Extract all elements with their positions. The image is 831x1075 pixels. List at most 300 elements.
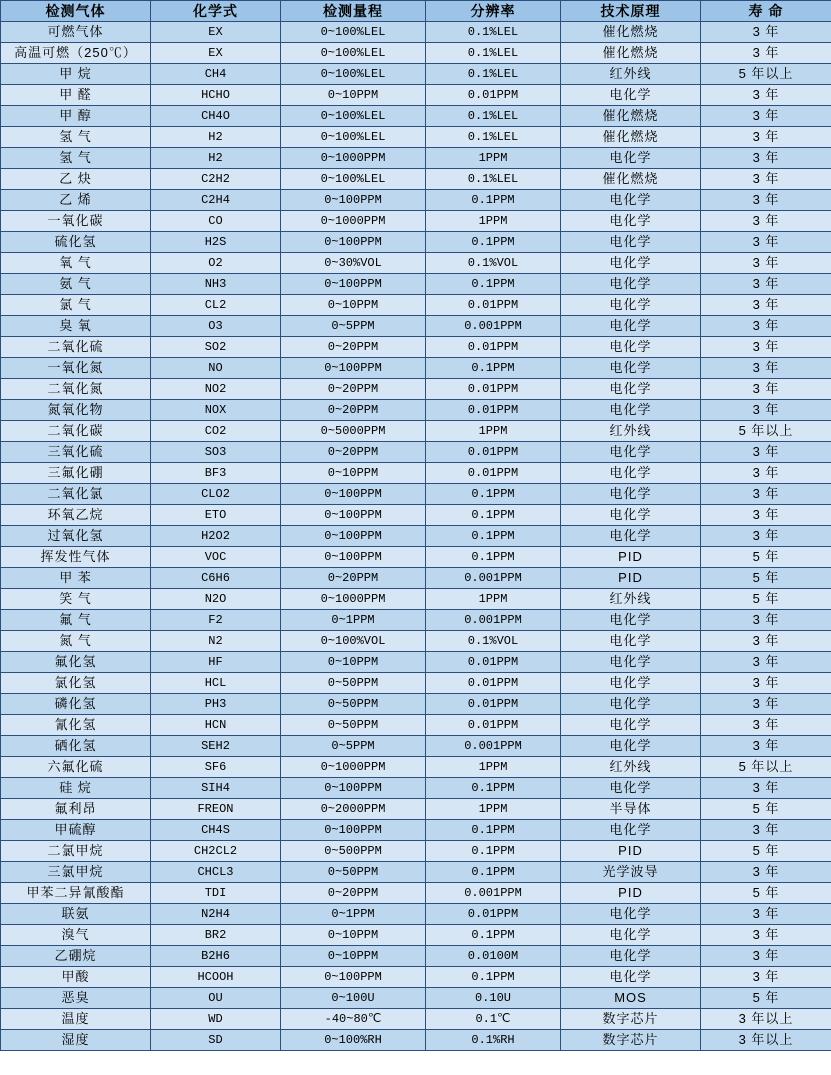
cell-range: 0~50PPM <box>281 673 426 694</box>
cell-lifetime: 3 年 <box>701 526 831 547</box>
table-row <box>1 715 831 736</box>
column-header-resolution: 分辨率 <box>426 1 561 22</box>
cell-gas-name: 二氧化氮 <box>1 379 151 400</box>
cell-resolution: 0.001PPM <box>426 568 561 589</box>
cell-principle: PID <box>561 568 701 589</box>
cell-principle: 电化学 <box>561 85 701 106</box>
cell-formula: CO <box>151 211 281 232</box>
cell-formula: H2S <box>151 232 281 253</box>
cell-gas-name: 六氟化硫 <box>1 757 151 778</box>
cell-principle: 电化学 <box>561 715 701 736</box>
table-row <box>1 610 831 631</box>
cell-formula: EX <box>151 43 281 64</box>
cell-resolution: 0.01PPM <box>426 715 561 736</box>
cell-range: -40~80℃ <box>281 1009 426 1030</box>
cell-gas-name: 氰化氢 <box>1 715 151 736</box>
cell-range: 0~20PPM <box>281 337 426 358</box>
cell-formula: B2H6 <box>151 946 281 967</box>
cell-resolution: 0.1%LEL <box>426 106 561 127</box>
cell-lifetime: 3 年 <box>701 337 831 358</box>
cell-formula: SO2 <box>151 337 281 358</box>
table-row <box>1 64 831 85</box>
cell-range: 0~20PPM <box>281 568 426 589</box>
cell-gas-name: 乙 炔 <box>1 169 151 190</box>
cell-lifetime: 3 年 <box>701 904 831 925</box>
cell-resolution: 1PPM <box>426 148 561 169</box>
cell-resolution: 0.1%LEL <box>426 64 561 85</box>
cell-gas-name: 甲 烷 <box>1 64 151 85</box>
table-row <box>1 547 831 568</box>
column-header-formula: 化学式 <box>151 1 281 22</box>
cell-formula: CH4 <box>151 64 281 85</box>
table-row <box>1 274 831 295</box>
cell-principle: 电化学 <box>561 946 701 967</box>
cell-range: 0~20PPM <box>281 883 426 904</box>
cell-range: 0~100PPM <box>281 547 426 568</box>
cell-range: 0~100PPM <box>281 778 426 799</box>
cell-formula: CHCL3 <box>151 862 281 883</box>
cell-principle: 电化学 <box>561 820 701 841</box>
cell-range: 0~100PPM <box>281 820 426 841</box>
cell-formula: CH4S <box>151 820 281 841</box>
cell-lifetime: 3 年 <box>701 106 831 127</box>
cell-range: 0~10PPM <box>281 295 426 316</box>
table-row <box>1 169 831 190</box>
cell-principle: 电化学 <box>561 211 701 232</box>
cell-formula: HCN <box>151 715 281 736</box>
cell-gas-name: 氯 气 <box>1 295 151 316</box>
cell-resolution: 0.1%LEL <box>426 43 561 64</box>
cell-resolution: 1PPM <box>426 757 561 778</box>
cell-resolution: 0.1%RH <box>426 1030 561 1051</box>
cell-lifetime: 3 年 <box>701 652 831 673</box>
cell-principle: 电化学 <box>561 190 701 211</box>
cell-lifetime: 3 年 <box>701 190 831 211</box>
table-row <box>1 904 831 925</box>
cell-formula: SF6 <box>151 757 281 778</box>
cell-formula: ETO <box>151 505 281 526</box>
cell-range: 0~50PPM <box>281 715 426 736</box>
cell-principle: 电化学 <box>561 778 701 799</box>
cell-resolution: 0.1PPM <box>426 484 561 505</box>
cell-principle: 电化学 <box>561 232 701 253</box>
cell-formula: C2H4 <box>151 190 281 211</box>
cell-range: 0~10PPM <box>281 946 426 967</box>
cell-gas-name: 环氧乙烷 <box>1 505 151 526</box>
cell-gas-name: 氢 气 <box>1 148 151 169</box>
cell-gas-name: 乙硼烷 <box>1 946 151 967</box>
table-row <box>1 1009 831 1030</box>
table-row <box>1 400 831 421</box>
cell-gas-name: 二氧化碳 <box>1 421 151 442</box>
cell-gas-name: 二氧化氯 <box>1 484 151 505</box>
cell-range: 0~1000PPM <box>281 211 426 232</box>
cell-principle: 数字芯片 <box>561 1009 701 1030</box>
cell-lifetime: 5 年以上 <box>701 757 831 778</box>
cell-principle: 电化学 <box>561 736 701 757</box>
table-row <box>1 757 831 778</box>
cell-principle: 电化学 <box>561 463 701 484</box>
table-row <box>1 925 831 946</box>
cell-range: 0~100PPM <box>281 190 426 211</box>
table-row <box>1 883 831 904</box>
cell-lifetime: 3 年 <box>701 925 831 946</box>
cell-gas-name: 硫化氢 <box>1 232 151 253</box>
cell-gas-name: 一氧化氮 <box>1 358 151 379</box>
cell-resolution: 0.1PPM <box>426 358 561 379</box>
table-row <box>1 673 831 694</box>
cell-principle: PID <box>561 883 701 904</box>
cell-gas-name: 高温可燃（250℃） <box>1 43 151 64</box>
cell-principle: 电化学 <box>561 967 701 988</box>
table-row <box>1 568 831 589</box>
cell-formula: SIH4 <box>151 778 281 799</box>
table-row <box>1 841 831 862</box>
cell-range: 0~10PPM <box>281 652 426 673</box>
cell-formula: C2H2 <box>151 169 281 190</box>
cell-lifetime: 3 年 <box>701 22 831 43</box>
cell-lifetime: 3 年 <box>701 946 831 967</box>
cell-lifetime: 5 年 <box>701 883 831 904</box>
cell-lifetime: 5 年以上 <box>701 421 831 442</box>
cell-range: 0~100%LEL <box>281 106 426 127</box>
cell-principle: 光学波导 <box>561 862 701 883</box>
cell-formula: WD <box>151 1009 281 1030</box>
cell-lifetime: 3 年 <box>701 148 831 169</box>
cell-resolution: 0.01PPM <box>426 379 561 400</box>
cell-formula: BF3 <box>151 463 281 484</box>
cell-gas-name: 氨 气 <box>1 274 151 295</box>
table-row <box>1 631 831 652</box>
cell-formula: HCL <box>151 673 281 694</box>
cell-principle: 催化燃烧 <box>561 127 701 148</box>
cell-resolution: 1PPM <box>426 421 561 442</box>
cell-formula: H2 <box>151 127 281 148</box>
cell-formula: NOX <box>151 400 281 421</box>
cell-gas-name: 挥发性气体 <box>1 547 151 568</box>
cell-gas-name: 甲 苯 <box>1 568 151 589</box>
cell-range: 0~100U <box>281 988 426 1009</box>
table-row <box>1 589 831 610</box>
table-row <box>1 862 831 883</box>
cell-lifetime: 3 年 <box>701 778 831 799</box>
cell-formula: HCHO <box>151 85 281 106</box>
table-row <box>1 316 831 337</box>
table-row <box>1 379 831 400</box>
cell-gas-name: 氢 气 <box>1 127 151 148</box>
table-row <box>1 694 831 715</box>
cell-formula: PH3 <box>151 694 281 715</box>
cell-formula: F2 <box>151 610 281 631</box>
cell-principle: 催化燃烧 <box>561 43 701 64</box>
cell-resolution: 1PPM <box>426 799 561 820</box>
cell-range: 0~2000PPM <box>281 799 426 820</box>
cell-range: 0~100%LEL <box>281 169 426 190</box>
cell-formula: CL2 <box>151 295 281 316</box>
cell-formula: HCOOH <box>151 967 281 988</box>
cell-lifetime: 3 年 <box>701 274 831 295</box>
cell-resolution: 0.1PPM <box>426 820 561 841</box>
cell-resolution: 0.01PPM <box>426 652 561 673</box>
cell-lifetime: 3 年 <box>701 484 831 505</box>
cell-lifetime: 3 年 <box>701 715 831 736</box>
cell-principle: 电化学 <box>561 358 701 379</box>
cell-resolution: 0.1PPM <box>426 841 561 862</box>
table-body <box>1 22 831 1051</box>
cell-range: 0~100%LEL <box>281 43 426 64</box>
cell-resolution: 0.1℃ <box>426 1009 561 1030</box>
cell-principle: 电化学 <box>561 442 701 463</box>
cell-gas-name: 氧 气 <box>1 253 151 274</box>
cell-principle: 红外线 <box>561 589 701 610</box>
cell-formula: C6H6 <box>151 568 281 589</box>
cell-lifetime: 3 年 <box>701 736 831 757</box>
table-header <box>1 1 831 22</box>
cell-principle: 电化学 <box>561 316 701 337</box>
cell-gas-name: 硅 烷 <box>1 778 151 799</box>
cell-formula: TDI <box>151 883 281 904</box>
cell-range: 0~50PPM <box>281 694 426 715</box>
table-row <box>1 22 831 43</box>
cell-lifetime: 3 年 <box>701 253 831 274</box>
cell-resolution: 0.1PPM <box>426 547 561 568</box>
cell-range: 0~5000PPM <box>281 421 426 442</box>
cell-range: 0~20PPM <box>281 379 426 400</box>
cell-formula: VOC <box>151 547 281 568</box>
cell-lifetime: 3 年 <box>701 379 831 400</box>
cell-range: 0~10PPM <box>281 463 426 484</box>
cell-resolution: 0.1PPM <box>426 190 561 211</box>
cell-resolution: 0.1%VOL <box>426 631 561 652</box>
cell-principle: 电化学 <box>561 274 701 295</box>
cell-gas-name: 笑 气 <box>1 589 151 610</box>
cell-formula: HF <box>151 652 281 673</box>
table-row <box>1 127 831 148</box>
cell-resolution: 0.1%LEL <box>426 22 561 43</box>
cell-principle: 催化燃烧 <box>561 106 701 127</box>
cell-principle: 红外线 <box>561 757 701 778</box>
cell-resolution: 0.0100M <box>426 946 561 967</box>
cell-lifetime: 3 年 <box>701 673 831 694</box>
cell-lifetime: 3 年 <box>701 967 831 988</box>
cell-principle: 电化学 <box>561 694 701 715</box>
cell-formula: N2 <box>151 631 281 652</box>
cell-range: 0~10PPM <box>281 85 426 106</box>
cell-lifetime: 3 年 <box>701 631 831 652</box>
cell-principle: 催化燃烧 <box>561 22 701 43</box>
cell-range: 0~20PPM <box>281 400 426 421</box>
table-row <box>1 652 831 673</box>
cell-formula: N2H4 <box>151 904 281 925</box>
cell-formula: NH3 <box>151 274 281 295</box>
cell-gas-name: 可燃气体 <box>1 22 151 43</box>
table-row <box>1 337 831 358</box>
cell-resolution: 1PPM <box>426 211 561 232</box>
cell-principle: PID <box>561 547 701 568</box>
cell-resolution: 0.01PPM <box>426 337 561 358</box>
cell-principle: 红外线 <box>561 64 701 85</box>
cell-principle: 电化学 <box>561 526 701 547</box>
cell-lifetime: 3 年 <box>701 127 831 148</box>
cell-lifetime: 3 年 <box>701 316 831 337</box>
cell-formula: SD <box>151 1030 281 1051</box>
cell-gas-name: 甲 醇 <box>1 106 151 127</box>
cell-range: 0~100PPM <box>281 484 426 505</box>
cell-gas-name: 氟 气 <box>1 610 151 631</box>
table-row <box>1 211 831 232</box>
cell-formula: H2O2 <box>151 526 281 547</box>
table-row <box>1 253 831 274</box>
cell-gas-name: 氯化氢 <box>1 673 151 694</box>
cell-formula: O3 <box>151 316 281 337</box>
cell-lifetime: 3 年 <box>701 442 831 463</box>
cell-gas-name: 三氯甲烷 <box>1 862 151 883</box>
table-row <box>1 736 831 757</box>
cell-range: 0~10PPM <box>281 925 426 946</box>
table-row <box>1 421 831 442</box>
cell-resolution: 0.001PPM <box>426 316 561 337</box>
cell-range: 0~100PPM <box>281 274 426 295</box>
cell-lifetime: 3 年 <box>701 400 831 421</box>
cell-range: 0~1000PPM <box>281 757 426 778</box>
cell-lifetime: 3 年 <box>701 85 831 106</box>
header-row <box>1 1 831 22</box>
cell-gas-name: 磷化氢 <box>1 694 151 715</box>
cell-gas-name: 甲 醛 <box>1 85 151 106</box>
cell-principle: 电化学 <box>561 484 701 505</box>
table-row <box>1 148 831 169</box>
cell-range: 0~5PPM <box>281 316 426 337</box>
cell-gas-name: 一氧化碳 <box>1 211 151 232</box>
cell-formula: CO2 <box>151 421 281 442</box>
cell-lifetime: 3 年 <box>701 463 831 484</box>
cell-resolution: 0.1PPM <box>426 232 561 253</box>
cell-formula: CH2CL2 <box>151 841 281 862</box>
table-row <box>1 820 831 841</box>
cell-lifetime: 3 年 <box>701 862 831 883</box>
cell-formula: NO <box>151 358 281 379</box>
cell-range: 0~30%VOL <box>281 253 426 274</box>
cell-lifetime: 3 年 <box>701 694 831 715</box>
cell-gas-name: 氟利昂 <box>1 799 151 820</box>
cell-gas-name: 湿度 <box>1 1030 151 1051</box>
column-header-lifetime: 寿 命 <box>701 1 831 22</box>
cell-lifetime: 3 年 <box>701 232 831 253</box>
table-row <box>1 505 831 526</box>
cell-resolution: 0.01PPM <box>426 442 561 463</box>
table-row <box>1 190 831 211</box>
cell-range: 0~100%RH <box>281 1030 426 1051</box>
cell-gas-name: 臭 氧 <box>1 316 151 337</box>
cell-range: 0~100%LEL <box>281 127 426 148</box>
cell-formula: SEH2 <box>151 736 281 757</box>
table-row <box>1 463 831 484</box>
cell-gas-name: 三氟化硼 <box>1 463 151 484</box>
cell-lifetime: 3 年以上 <box>701 1030 831 1051</box>
cell-lifetime: 5 年 <box>701 988 831 1009</box>
cell-formula: FREON <box>151 799 281 820</box>
cell-principle: 电化学 <box>561 610 701 631</box>
cell-gas-name: 氟化氢 <box>1 652 151 673</box>
cell-formula: O2 <box>151 253 281 274</box>
cell-range: 0~1PPM <box>281 610 426 631</box>
cell-gas-name: 二氯甲烷 <box>1 841 151 862</box>
cell-principle: 电化学 <box>561 904 701 925</box>
cell-resolution: 0.001PPM <box>426 883 561 904</box>
cell-lifetime: 5 年以上 <box>701 64 831 85</box>
table-row <box>1 85 831 106</box>
cell-resolution: 0.10U <box>426 988 561 1009</box>
cell-formula: OU <box>151 988 281 1009</box>
cell-resolution: 0.1PPM <box>426 778 561 799</box>
cell-formula: SO3 <box>151 442 281 463</box>
cell-lifetime: 3 年 <box>701 295 831 316</box>
cell-gas-name: 氮氧化物 <box>1 400 151 421</box>
cell-range: 0~100PPM <box>281 967 426 988</box>
cell-principle: 数字芯片 <box>561 1030 701 1051</box>
cell-lifetime: 3 年 <box>701 43 831 64</box>
cell-gas-name: 三氧化硫 <box>1 442 151 463</box>
cell-range: 0~500PPM <box>281 841 426 862</box>
cell-lifetime: 5 年 <box>701 799 831 820</box>
cell-range: 0~100%LEL <box>281 22 426 43</box>
cell-lifetime: 5 年 <box>701 547 831 568</box>
table-row <box>1 358 831 379</box>
column-header-principle: 技术原理 <box>561 1 701 22</box>
cell-range: 0~1000PPM <box>281 148 426 169</box>
cell-resolution: 0.01PPM <box>426 85 561 106</box>
cell-lifetime: 3 年 <box>701 358 831 379</box>
table-row <box>1 799 831 820</box>
column-header-range: 检测量程 <box>281 1 426 22</box>
cell-lifetime: 3 年 <box>701 505 831 526</box>
cell-lifetime: 3 年 <box>701 610 831 631</box>
cell-formula: BR2 <box>151 925 281 946</box>
table-row <box>1 106 831 127</box>
cell-range: 0~5PPM <box>281 736 426 757</box>
cell-resolution: 0.01PPM <box>426 694 561 715</box>
cell-resolution: 0.01PPM <box>426 463 561 484</box>
cell-range: 0~50PPM <box>281 862 426 883</box>
cell-resolution: 0.001PPM <box>426 736 561 757</box>
cell-lifetime: 5 年 <box>701 589 831 610</box>
cell-range: 0~100%LEL <box>281 64 426 85</box>
cell-principle: 电化学 <box>561 673 701 694</box>
cell-principle: 电化学 <box>561 400 701 421</box>
cell-lifetime: 3 年以上 <box>701 1009 831 1030</box>
cell-principle: 催化燃烧 <box>561 169 701 190</box>
cell-principle: 电化学 <box>561 295 701 316</box>
cell-resolution: 0.01PPM <box>426 295 561 316</box>
table-row <box>1 988 831 1009</box>
cell-resolution: 0.1PPM <box>426 862 561 883</box>
cell-range: 0~100PPM <box>281 232 426 253</box>
cell-gas-name: 甲苯二异氰酸酯 <box>1 883 151 904</box>
cell-formula: NO2 <box>151 379 281 400</box>
cell-resolution: 0.01PPM <box>426 904 561 925</box>
cell-resolution: 0.1%VOL <box>426 253 561 274</box>
cell-resolution: 0.001PPM <box>426 610 561 631</box>
cell-principle: 电化学 <box>561 148 701 169</box>
cell-resolution: 1PPM <box>426 589 561 610</box>
cell-gas-name: 甲酸 <box>1 967 151 988</box>
cell-gas-name: 溴气 <box>1 925 151 946</box>
cell-principle: 电化学 <box>561 505 701 526</box>
cell-range: 0~100%VOL <box>281 631 426 652</box>
cell-gas-name: 硒化氢 <box>1 736 151 757</box>
cell-principle: MOS <box>561 988 701 1009</box>
table-row <box>1 1030 831 1051</box>
